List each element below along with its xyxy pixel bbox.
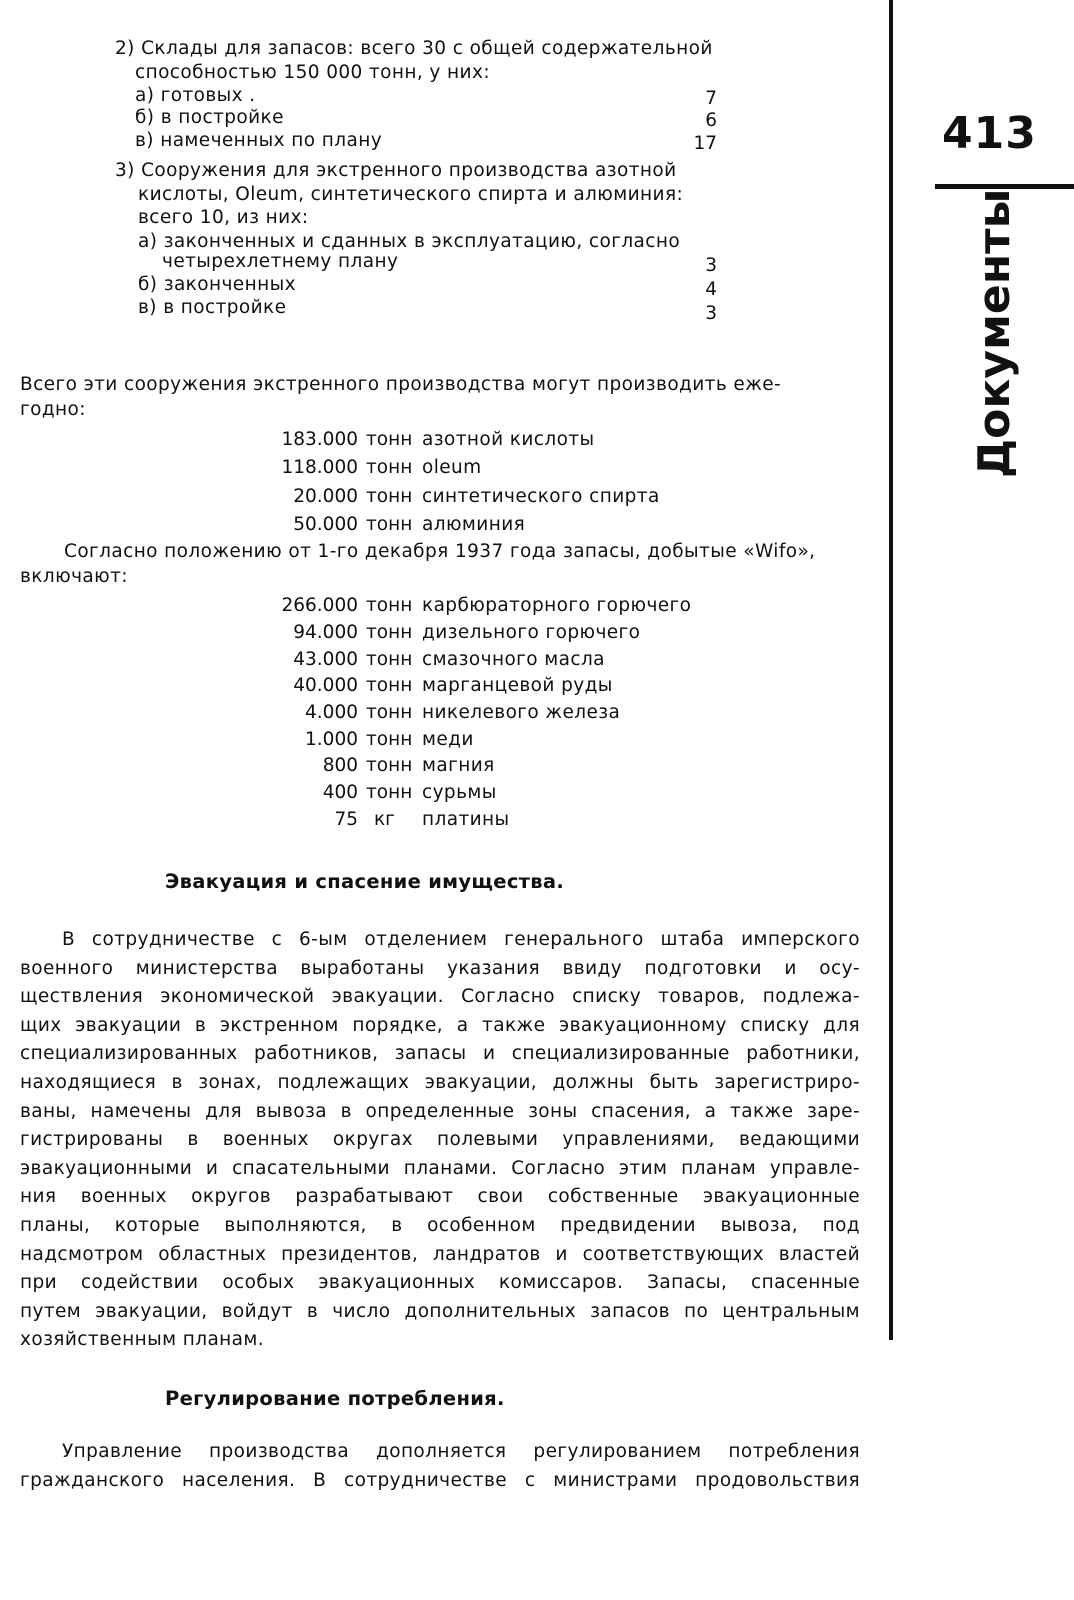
page-number: 413: [942, 108, 1037, 159]
table-row-name: смазочного масла: [422, 649, 605, 670]
table-row-name: марганцевой руды: [422, 675, 613, 696]
table-row-unit: тонн: [366, 675, 413, 696]
list-item-2a: а) готовых .: [135, 85, 256, 106]
table-row-amount: 40.000: [293, 675, 358, 696]
section-evacuation-paragraph: [20, 926, 860, 1355]
list-item-3-line-2: кислоты, Oleum, синтетического спирта и алюминия:: [138, 184, 684, 205]
intro-2-line-2: включают:: [20, 566, 128, 587]
table-row-name: сурьмы: [422, 782, 497, 803]
running-section-title: Документы: [969, 188, 1020, 478]
paragraph-line: эвакуационными и спасательными планами. Согласно этим планам управле-: [20, 1157, 860, 1179]
list-item-2b: б) в постройке: [135, 107, 284, 128]
paragraph-line: хозяйственным планам.: [20, 1329, 265, 1351]
table-row-unit: тонн: [366, 457, 413, 478]
table-row-name: синтетического спирта: [422, 486, 660, 507]
list-item-3b: б) законченных: [138, 274, 296, 295]
section-heading-consumption: Регулирование потребления.: [165, 1387, 505, 1410]
table-row-unit: тонн: [366, 729, 413, 750]
table-row-name: алюминия: [422, 514, 526, 535]
table-row-amount: 400: [322, 782, 358, 803]
table-row-amount: 266.000: [281, 595, 358, 616]
table-row-amount: 43.000: [293, 649, 358, 670]
list-item-3c: в) в постройке: [138, 297, 287, 318]
table-row-amount: 800: [322, 755, 358, 776]
table-row-unit: кг: [374, 809, 395, 830]
margin-vertical-rule: [889, 0, 893, 1340]
table-row-amount: 118.000: [281, 457, 358, 478]
list-item-2a-count: 7: [705, 88, 717, 109]
list-item-3-line-1: 3) Сооружения для экстренного производства азотной: [115, 160, 677, 181]
table-row-unit: тонн: [366, 702, 413, 723]
table-row-name: карбюраторного горючего: [422, 595, 692, 616]
table-row-name: oleum: [422, 457, 482, 478]
table-row-amount: 94.000: [293, 622, 358, 643]
paragraph-line: гражданского населения. В сотрудничестве с министрами продовольствия: [20, 1469, 860, 1491]
table-row-amount: 183.000: [281, 429, 358, 450]
list-item-2c: в) намеченных по плану: [135, 130, 383, 151]
list-item-3-line-3: всего 10, из них:: [138, 207, 309, 228]
intro-2-line-1: Согласно положению от 1-го декабря 1937 года запасы, добытые «Wifo»,: [64, 541, 816, 562]
table-row-name: дизельного горючего: [422, 622, 641, 643]
table-row-amount: 20.000: [293, 486, 358, 507]
paragraph-line: ществления экономической эвакуации. Согласно списку товаров, подлежа-: [20, 986, 860, 1008]
table-row-amount: 50.000: [293, 514, 358, 535]
paragraph-line: ния военных округов разрабатывают свои собственные эвакуационные: [20, 1186, 860, 1208]
table-row-name: никелевого железа: [422, 702, 621, 723]
table-row-name: азотной кислоты: [422, 429, 595, 450]
list-item-2-line-2: способностью 150 000 тонн, у них:: [135, 62, 490, 83]
paragraph-line: гистрированы в военных округах полевыми управлениями, ведающими: [20, 1129, 860, 1151]
paragraph-line: военного министерства выработаны указания ввиду подготовки и осу-: [20, 957, 860, 979]
table-row-unit: тонн: [366, 622, 413, 643]
paragraph-line: находящиеся в зонах, подлежащих эвакуации, должны быть зарегистриро-: [20, 1071, 860, 1093]
list-item-3c-count: 3: [705, 303, 717, 324]
table-row-amount: 1.000: [305, 729, 358, 750]
paragraph-line: ваны, намечены для вывоза в определенные зоны спасения, а также заре-: [20, 1100, 860, 1122]
list-item-3a-count: 3: [705, 255, 717, 276]
table-row-amount: 4.000: [305, 702, 358, 723]
list-item-3b-count: 4: [705, 279, 717, 300]
list-item-2b-count: 6: [705, 110, 717, 131]
intro-1-line-1: Всего эти сооружения экстренного производства могут производить еже-: [20, 374, 782, 395]
list-item-3a-line-1: а) законченных и сданных в эксплуатацию, согласно: [138, 231, 681, 252]
section-consumption-paragraph: [20, 1438, 860, 1495]
paragraph-line: планы, которые выполняются, в особенном предвидении вывоза, под: [20, 1214, 860, 1236]
table-row-unit: тонн: [366, 514, 413, 535]
paragraph-line: путем эвакуации, войдут в число дополнительных запасов по центральным: [20, 1300, 860, 1322]
paragraph-line: надсмотром областных президентов, ландратов и соответствующих властей: [20, 1243, 860, 1265]
list-item-3a-line-2: четырехлетнему плану: [162, 251, 399, 272]
paragraph-line: специализированных работников, запасы и специализированные работники,: [20, 1043, 860, 1065]
table-row-name: меди: [422, 729, 474, 750]
table-row-unit: тонн: [366, 595, 413, 616]
paragraph-line: В сотрудничестве с 6-ым отделением генерального штаба имперского: [62, 929, 860, 950]
intro-1-line-2: годно:: [20, 399, 86, 420]
table-row-unit: тонн: [366, 755, 413, 776]
paragraph-line: при содействии особых эвакуационных комиссаров. Запасы, спасенные: [20, 1272, 860, 1294]
table-row-unit: тонн: [366, 782, 413, 803]
table-row-name: магния: [422, 755, 495, 776]
table-row-name: платины: [422, 809, 510, 830]
section-heading-evacuation: Эвакуация и спасение имущества.: [165, 870, 565, 893]
table-row-unit: тонн: [366, 649, 413, 670]
table-row-unit: тонн: [366, 429, 413, 450]
list-item-2-line-1: 2) Склады для запасов: всего 30 с общей содержательной: [115, 38, 713, 59]
paragraph-line: Управление производства дополняется регулированием потребления: [62, 1441, 860, 1462]
table-row-unit: тонн: [366, 486, 413, 507]
table-row-amount: 75: [334, 809, 358, 830]
list-item-2c-count: 17: [693, 133, 717, 154]
paragraph-line: щих эвакуации в экстренном порядке, а также эвакуационному списку для: [20, 1014, 860, 1036]
